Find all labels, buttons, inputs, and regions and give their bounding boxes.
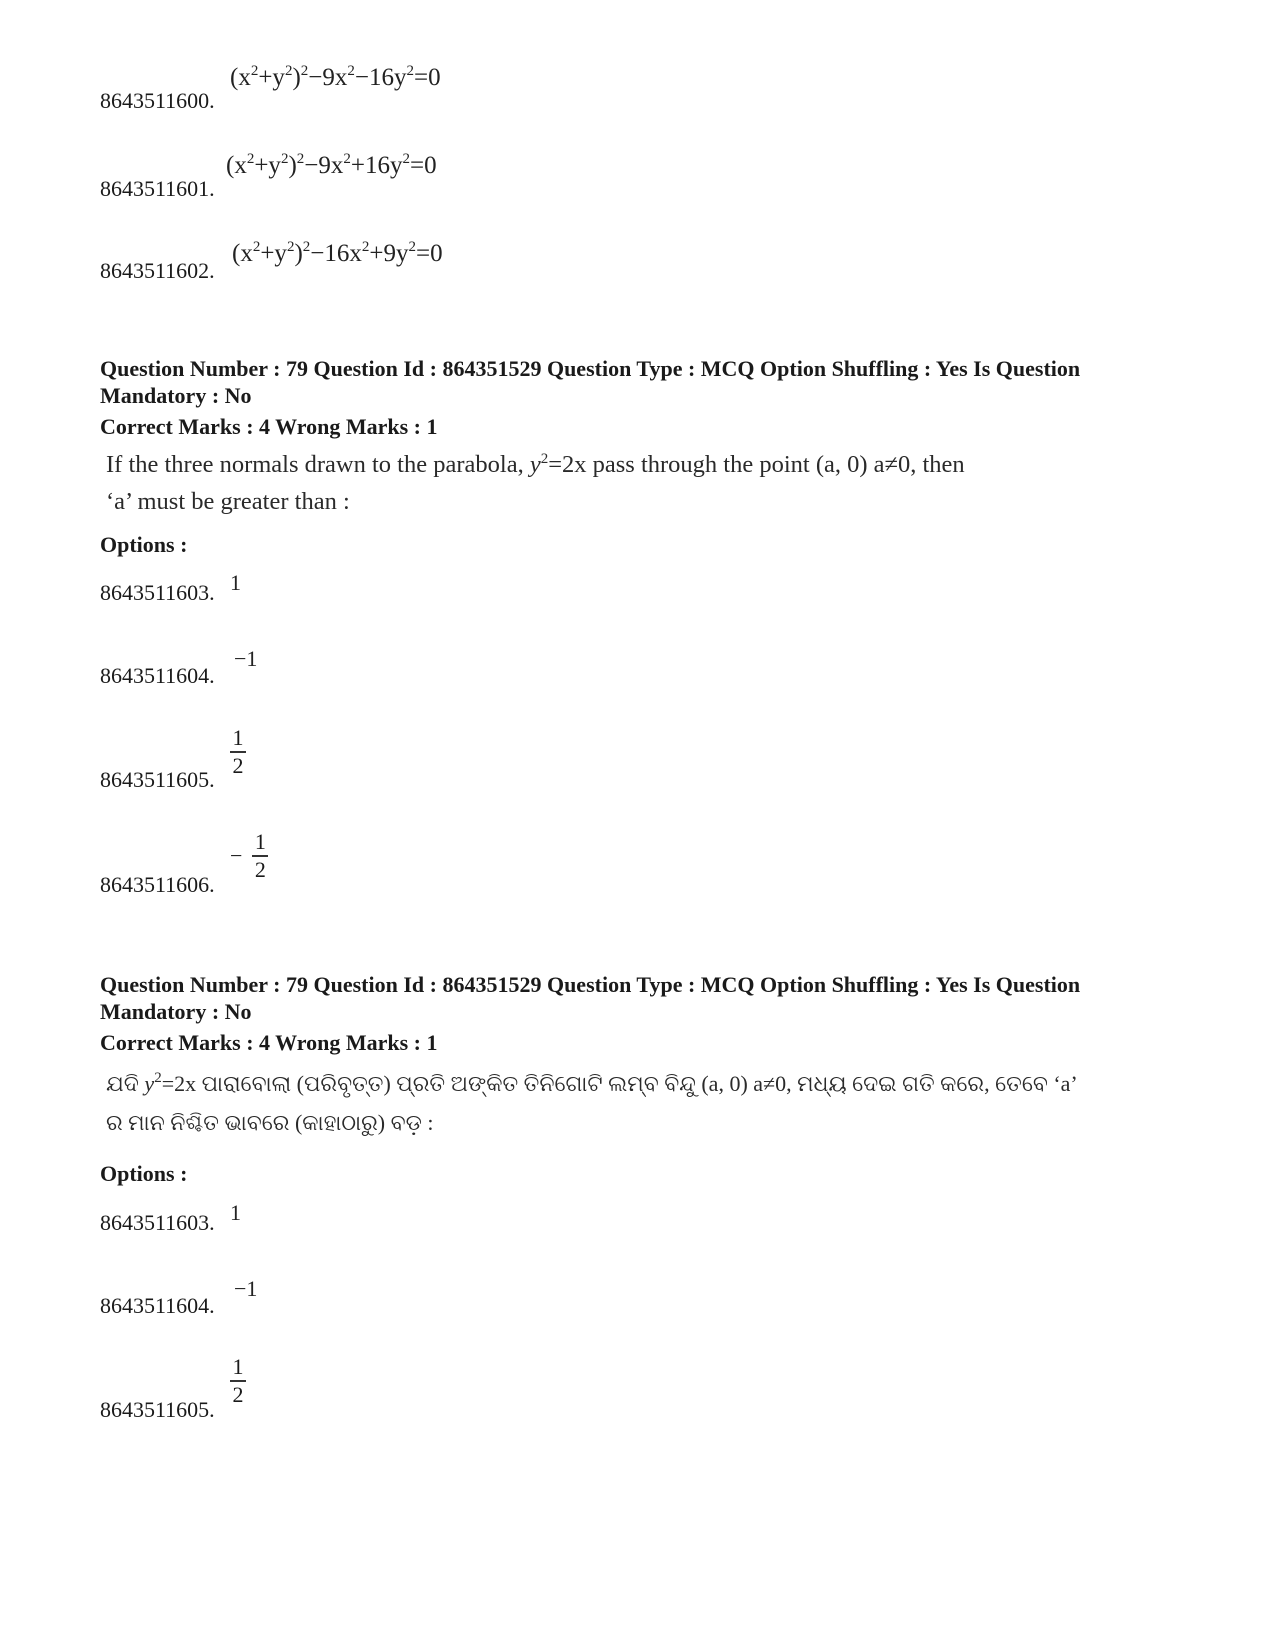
fraction-numerator: 1 [232,725,244,750]
question-meta [100,971,1180,1025]
question-marks: Correct Marks : 4 Wrong Marks : 1 [100,1030,438,1055]
question-meta [100,355,1180,409]
question-text [106,446,1186,520]
option-id: 8643511604. [100,1293,215,1318]
option-fraction-negative [230,830,268,882]
options-label: Options : [100,1161,188,1186]
question-text-line: ଯଦି $y^2=2x$ ପାରାବୋଲା (ପରିବୃତ୍ତ) ପ୍ରତି ଅଙ୍କିତ ତିନିଗୋଟି ଲମ୍ବ ବିନ୍ଦୁ (a, 0) a≠0, ମଧ୍ୟ ଦେଇ ଗତି କରେ, ତେବେ ‘a’ [106,1070,1078,1096]
options-label: Options : [100,532,188,557]
fraction-denominator: 2 [232,752,244,778]
question-meta-line: Mandatory : No [100,999,252,1024]
fraction-numerator: 1 [254,829,266,854]
option-id: 8643511600. [100,88,215,113]
question-text-line: ର ମାନ ନିଶ୍ଚିତ ଭାବରେ (କାହାଠାରୁ) ବଡ଼ : [106,1110,434,1135]
fraction-numerator: 1 [232,1354,244,1379]
option-value: −1 [234,1276,258,1301]
option-fraction [230,1355,246,1407]
question-text-line: ‘a’ must be greater than : [106,488,350,515]
option-fraction [252,830,268,882]
option-id: 8643511603. [100,1210,215,1235]
option-fraction [230,726,246,778]
question-text-line: If the three normals drawn to the parabola, $y^2=2x$ pass through the point (a, 0) a≠0, then [106,451,965,478]
option-id: 8643511604. [100,663,215,688]
option-id: 8643511601. [100,176,215,201]
question-meta-line: Mandatory : No [100,383,252,408]
option-expression: $(x^2+y^2)^2-16x^2+9y^2=0$ [232,239,443,267]
option-expression: $(x^2+y^2)^2-9x^2-16y^2=0$ [230,63,441,91]
option-id: 8643511602. [100,258,215,283]
question-text [106,1064,1186,1142]
option-id: 8643511606. [100,872,215,897]
fraction-denominator: 2 [232,1381,244,1407]
option-value: 1 [230,570,241,595]
question-meta-line: Question Number : 79 Question Id : 864351529 Question Type : MCQ Option Shuffling : Yes Is Question [100,356,1081,381]
question-meta-line: Question Number : 79 Question Id : 864351529 Question Type : MCQ Option Shuffling : Yes Is Question [100,972,1081,997]
option-id: 8643511605. [100,767,215,792]
minus-sign: − [230,842,243,868]
option-expression: $(x^2+y^2)^2-9x^2+16y^2=0$ [226,151,437,179]
option-value: −1 [234,646,258,671]
option-id: 8643511605. [100,1397,215,1422]
option-id: 8643511603. [100,580,215,605]
fraction-denominator: 2 [254,856,266,882]
question-marks: Correct Marks : 4 Wrong Marks : 1 [100,414,438,439]
option-value: 1 [230,1200,241,1225]
